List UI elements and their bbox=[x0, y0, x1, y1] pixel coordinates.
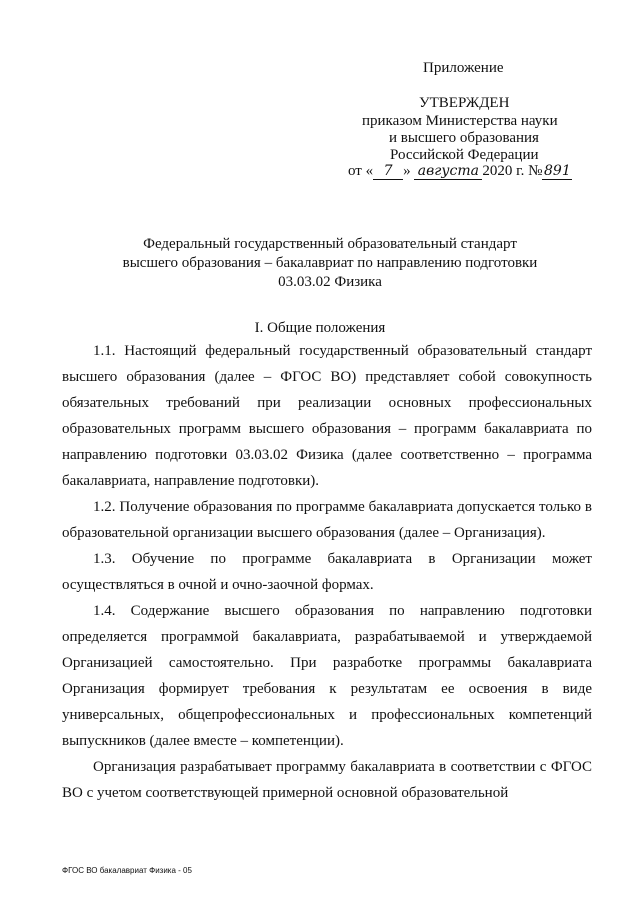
order-line-2: и высшего образования bbox=[389, 130, 539, 146]
paragraph-organization: Организация разрабатывает программу бакалавриата в соответствии с ФГОС ВО с учетом соответствующей примерной основной образовательной bbox=[62, 759, 592, 801]
order-line-1: приказом Министерства науки bbox=[362, 113, 558, 129]
date-prefix: от « bbox=[348, 163, 374, 179]
paragraph-1-2: 1.2. Получение образования по программе бакалавриата допускается только в образовательной организации высшего образования (далее – Организация). bbox=[62, 499, 592, 541]
approved-label: УТВЕРЖДЕН bbox=[419, 95, 510, 111]
page-footer: ФГОС ВО бакалавриат Физика - 05 bbox=[62, 866, 192, 875]
date-mid: » bbox=[403, 163, 411, 179]
document-title-line-3: 03.03.02 Физика bbox=[278, 274, 382, 290]
section-heading: I. Общие положения bbox=[254, 320, 386, 336]
order-number-handwritten: 891 bbox=[544, 163, 571, 179]
order-date bbox=[348, 163, 572, 180]
date-year: 2020 г. № bbox=[482, 163, 543, 179]
appendix-label: Приложение bbox=[423, 60, 504, 76]
document-title-line-2: высшего образования – бакалавриат по направлению подготовки bbox=[122, 255, 538, 271]
date-month-handwritten: августа bbox=[414, 163, 482, 180]
date-day-handwritten: 7 bbox=[373, 163, 403, 180]
document-title-line-1: Федеральный государственный образовательный стандарт bbox=[143, 236, 517, 252]
order-line-3: Российской Федерации bbox=[390, 147, 539, 163]
paragraph-1-3: 1.3. Обучение по программе бакалавриата в Организации может осуществляться в очной и очно-заочной формах. bbox=[62, 551, 592, 593]
paragraph-1-4: 1.4. Содержание высшего образования по направлению подготовки определяется программой бакалавриата, разрабатываемой и утверждаемой Организацией самостоятельно. При разработке программы бакалавриата Организация формирует требования к результатам ее освоения в виде универсальных, общепрофессиональных и профессиональных компетенций выпускников (далее вместе – компетенции). bbox=[62, 603, 592, 749]
paragraph-1-1: 1.1. Настоящий федеральный государственный образовательный стандарт высшего образования (далее – ФГОС ВО) представляет собой совокупность обязательных требований при реализации основных профессиональных образовательных программ высшего образования – программ бакалавриата по направлению подготовки 03.03.02 Физика (далее соответственно – программа бакалавриата, направление подготовки). bbox=[62, 343, 592, 489]
